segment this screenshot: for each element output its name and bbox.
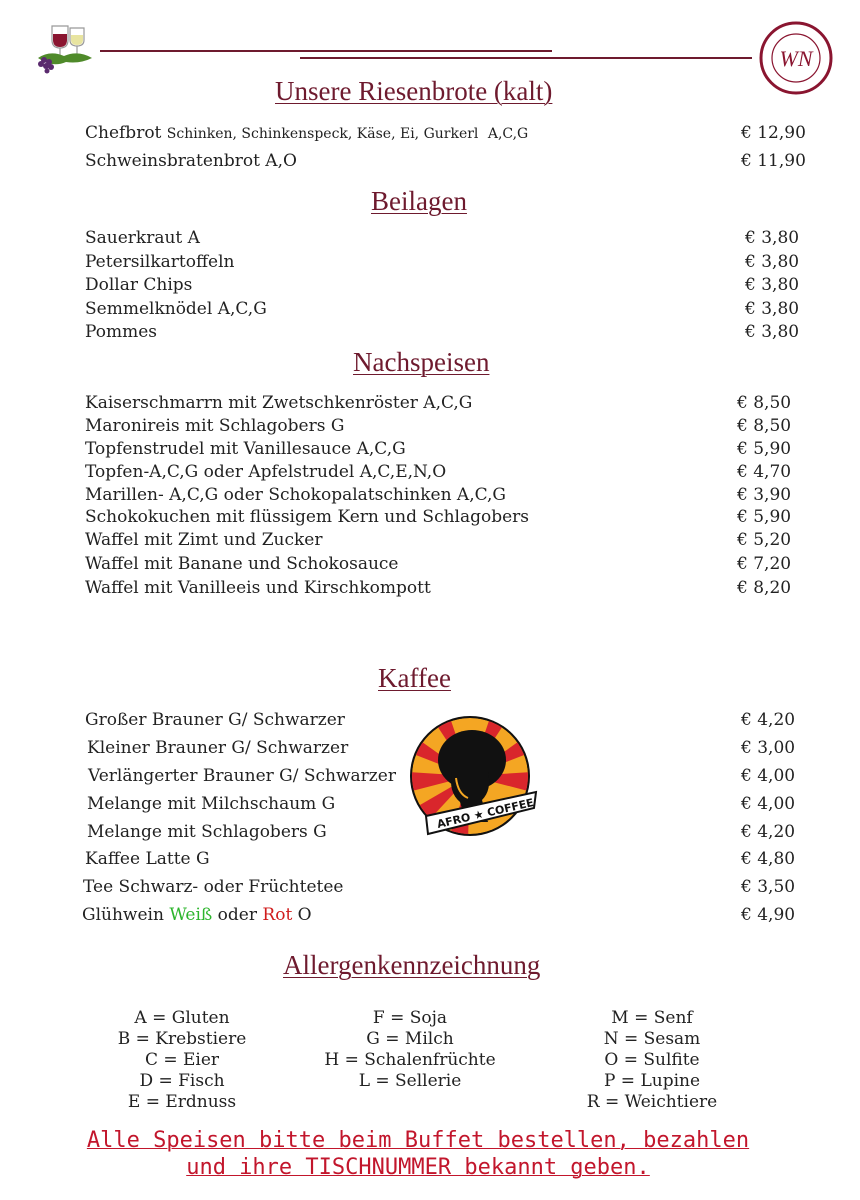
- item-price: € 8,50: [737, 393, 792, 413]
- star-icon: ★: [472, 807, 486, 823]
- item-price: € 4,20: [741, 710, 796, 730]
- item-allergens: A,C,G: [487, 126, 529, 142]
- section-title-riesenbrote: Unsere Riesenbrote (kalt): [275, 76, 553, 106]
- section-title-allergene: Allergenkennzeichnung: [283, 950, 541, 980]
- item-name: Maronireis mit Schlagobers G: [85, 416, 345, 436]
- item-price: € 4,70: [737, 462, 792, 482]
- item-price: € 7,20: [737, 554, 792, 574]
- allergen-entry: L = Sellerie: [358, 1071, 462, 1091]
- menu-item: [85, 299, 267, 319]
- allergen-column-3: [570, 1008, 734, 1113]
- allergen-entry: E = Erdnuss: [127, 1092, 237, 1112]
- item-price: € 3,80: [745, 322, 800, 342]
- allergen-entry: N = Sesam: [603, 1029, 701, 1049]
- item-name: Sauerkraut A: [85, 228, 200, 248]
- item-description: Schinken, Schinkenspeck, Käse, Ei, Gurkerl: [166, 126, 479, 142]
- afro-text: AFRO: [435, 810, 472, 831]
- menu-item-gluehwein: [82, 905, 312, 925]
- allergen-column-1: [100, 1008, 264, 1113]
- menu-item: [85, 485, 506, 505]
- item-allergens: O: [292, 905, 312, 925]
- item-name: Chefbrot: [85, 123, 162, 143]
- allergen-entry: M = Senf: [611, 1008, 693, 1028]
- menu-item: [87, 822, 327, 842]
- item-name: Dollar Chips: [85, 275, 193, 295]
- allergen-entry: A = Gluten: [134, 1008, 230, 1028]
- item-price: € 11,90: [741, 151, 806, 171]
- item-price: € 3,80: [745, 299, 800, 319]
- menu-item: [85, 275, 192, 295]
- menu-item: [83, 877, 343, 897]
- item-name: Schokokuchen mit flüssigem Kern und Schlagobers: [85, 507, 530, 527]
- menu-item: [85, 554, 399, 574]
- header-rule-bottom: [300, 57, 752, 59]
- section-title-nachspeisen: Nachspeisen: [353, 347, 490, 377]
- item-name: Verlängerter Brauner G/ Schwarzer: [88, 766, 396, 786]
- coffee-text: COFFEE: [485, 796, 536, 820]
- item-name: Schweinsbratenbrot A,O: [85, 151, 297, 171]
- item-name: Tee Schwarz- oder Früchtetee: [83, 877, 344, 897]
- menu-item: [85, 578, 431, 598]
- item-name: Waffel mit Banane und Schokosauce: [85, 554, 399, 574]
- menu-item: [85, 439, 406, 459]
- item-price: € 3,90: [737, 485, 792, 505]
- item-price: € 8,20: [737, 578, 792, 598]
- wine-white-label: Weiß: [169, 905, 213, 925]
- menu-item: [85, 228, 200, 248]
- item-price: € 5,20: [737, 530, 792, 550]
- allergen-entry: R = Weichtiere: [586, 1092, 718, 1112]
- item-name: Topfen-A,C,G oder Apfelstrudel A,C,E,N,O: [85, 462, 447, 482]
- item-price: € 3,80: [745, 275, 800, 295]
- footer-notice-line-2: und ihre TISCHNUMMER bekannt geben.: [186, 1155, 650, 1180]
- item-name: Waffel mit Vanilleeis und Kirschkompott: [85, 578, 431, 598]
- item-name: Melange mit Schlagobers G: [87, 822, 327, 842]
- menu-item: [85, 849, 210, 869]
- menu-item: [85, 151, 297, 171]
- menu-item: [87, 794, 335, 814]
- header-rule-top: [100, 50, 552, 52]
- menu-item: [88, 766, 396, 786]
- item-price: € 8,50: [737, 416, 792, 436]
- menu-item: [85, 322, 157, 342]
- allergen-entry: B = Krebstiere: [117, 1029, 247, 1049]
- item-name-mid: oder: [212, 905, 263, 925]
- allergen-entry: D = Fisch: [139, 1071, 225, 1091]
- allergen-entry: C = Eier: [144, 1050, 220, 1070]
- item-name: Petersilkartoffeln: [85, 252, 235, 272]
- item-price: € 3,80: [745, 252, 800, 272]
- menu-item: [85, 710, 345, 730]
- menu-item: [85, 393, 472, 413]
- wine-red-label: Rot: [262, 905, 293, 925]
- item-name: Topfenstrudel mit Vanillesauce A,C,G: [85, 439, 406, 459]
- allergen-entry: G = Milch: [366, 1029, 454, 1049]
- item-name: Pommes: [85, 322, 158, 342]
- item-name: Semmelknödel A,C,G: [85, 299, 267, 319]
- item-price: € 4,80: [741, 849, 796, 869]
- allergen-entry: P = Lupine: [603, 1071, 701, 1091]
- menu-item: [85, 462, 446, 482]
- allergen-entry: H = Schalenfrüchte: [324, 1050, 496, 1070]
- item-name: Großer Brauner G/ Schwarzer: [85, 710, 345, 730]
- item-price: € 5,90: [737, 439, 792, 459]
- item-name: Kaffee Latte G: [85, 849, 210, 869]
- section-title-kaffee: Kaffee: [378, 663, 451, 693]
- menu-item: [85, 416, 344, 436]
- wine-grapes-icon: [30, 22, 96, 74]
- menu-item: [87, 738, 348, 758]
- item-price: € 4,20: [741, 822, 796, 842]
- menu-item: [85, 252, 235, 272]
- menu-item: [85, 530, 322, 550]
- allergen-entry: O = Sulfite: [604, 1050, 700, 1070]
- footer-notice-line-1: Alle Speisen bitte beim Buffet bestellen, bezahlen: [86, 1128, 750, 1153]
- logo-initials: WN: [779, 46, 813, 71]
- item-price: € 5,90: [737, 507, 792, 527]
- item-price: € 4,00: [741, 794, 796, 814]
- item-name: Kaiserschmarrn mit Zwetschkenröster A,C,G: [85, 393, 473, 413]
- item-name: Waffel mit Zimt und Zucker: [85, 530, 323, 550]
- item-name: Marillen- A,C,G oder Schokopalatschinken A,C,G: [85, 485, 506, 505]
- item-price: € 4,00: [741, 766, 796, 786]
- item-price: € 3,80: [745, 228, 800, 248]
- item-price: € 4,90: [741, 905, 796, 925]
- restaurant-logo: [758, 20, 834, 96]
- afro-coffee-logo: [408, 712, 540, 840]
- section-title-beilagen: Beilagen: [371, 186, 467, 216]
- menu-item: [85, 123, 528, 143]
- item-price: € 3,50: [741, 877, 796, 897]
- item-name: Kleiner Brauner G/ Schwarzer: [87, 738, 349, 758]
- menu-item: [85, 507, 529, 527]
- item-price: € 3,00: [741, 738, 796, 758]
- allergen-entry: F = Soja: [372, 1008, 448, 1028]
- item-name: Glühwein: [82, 905, 170, 925]
- allergen-column-2: [320, 1008, 500, 1092]
- item-price: € 12,90: [741, 123, 806, 143]
- item-name: Melange mit Milchschaum G: [87, 794, 336, 814]
